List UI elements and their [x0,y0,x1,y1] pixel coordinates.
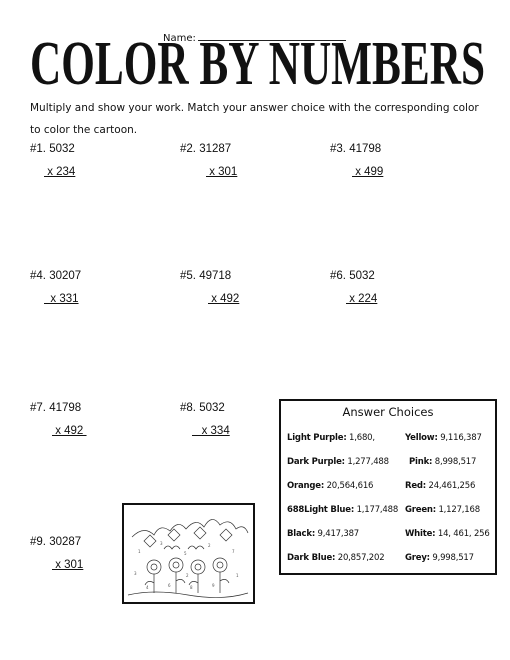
answer-value: 9,998,517 [432,553,474,563]
name-label: Name: [163,33,196,44]
instructions: Multiply and show your work. Match your answer choice with the corresponding color to color the cartoon. [30,102,479,136]
svg-text:2: 2 [186,573,189,578]
answer-choice [405,481,475,491]
svg-text:7: 7 [232,549,235,554]
svg-text:4: 4 [146,585,149,590]
answer-value: 20,857,202 [337,553,385,563]
problem-label: #6. [330,270,346,282]
cartoon-drawing [124,505,253,602]
answer-color: White: [405,529,436,539]
problem-multiplier: x 301 [52,559,84,571]
answer-value: 1,127,168 [438,505,480,515]
svg-text:5: 5 [184,551,187,556]
answer-value: 1,177,488 [356,505,399,515]
answer-choice [405,505,480,515]
problem-multiplier: x 492 [208,293,240,305]
answer-choices-title: Answer Choices [342,405,434,419]
answer-value: 24,461,256 [428,481,476,491]
problem-number: 41798 [49,402,82,414]
svg-text:9: 9 [212,583,215,588]
answer-color: Green: [405,505,436,515]
answer-choice [287,433,375,443]
answer-choice [287,505,398,515]
answer-value: 1,277,488 [347,457,389,467]
problem-label: #5. [180,270,196,282]
svg-text:3: 3 [134,571,137,576]
problem-label: #2. [180,143,196,155]
problem-label: #7. [30,402,46,414]
problem-multiplier: x 224 [346,293,378,305]
answer-color: Dark Purple: [287,457,345,467]
answer-value: 1,680, [349,433,375,443]
problem-multiplier: x 334 [192,425,230,437]
svg-text:8: 8 [190,585,193,590]
problem-multiplier: x 234 [44,166,76,178]
problem-label: #1. [30,143,46,155]
problem-number: 41798 [349,143,382,155]
answer-color: Light Purple: [287,433,347,443]
problem-label: #3. [330,143,346,155]
answer-color: Black: [287,529,316,539]
problem-number: 30287 [49,536,82,548]
problem-number: 5032 [199,402,225,414]
problem-number: 5032 [349,270,375,282]
answer-choice [409,457,476,467]
answer-value: 9,417,387 [317,529,360,539]
answer-choice [287,529,359,539]
answer-choices-box [279,399,497,575]
problem-label: #8. [180,402,196,414]
answer-color: Red: [405,481,426,491]
svg-text:6: 6 [168,583,171,588]
svg-text:1: 1 [236,573,239,578]
problem-multiplier: x 492 [52,425,87,437]
answer-color: Grey: [405,553,430,563]
answer-color: Dark Blue: [287,553,336,563]
answer-value: 9,116,387 [440,433,482,443]
svg-text:2: 2 [208,543,211,548]
answer-choice [287,481,373,491]
answer-choice [287,553,384,563]
answer-choice [405,529,490,539]
answer-color: Yellow: [405,433,438,443]
answer-color: Pink: [409,457,433,467]
page-title-text: COLOR BY NUMBERS [30,30,485,96]
svg-text:3: 3 [160,541,163,546]
problem-multiplier: x 331 [44,293,79,305]
problem-number: 5032 [49,143,75,155]
problem-label: #4. [30,270,46,282]
problem-multiplier: x 499 [352,166,384,178]
answer-choice [405,553,474,563]
answer-value: 14, 461, 256 [437,529,490,539]
answer-value: 20,564,616 [326,481,374,491]
cartoon-image [122,503,255,604]
problem-multiplier: x 301 [206,166,238,178]
problem-number: 49718 [199,270,232,282]
page-title [30,26,490,96]
answer-choice [405,433,482,443]
problem-number: 30207 [49,270,82,282]
answer-color: Orange: [287,481,325,491]
answer-value: 8,998,517 [434,457,477,467]
problem-number: 31287 [199,143,232,155]
answer-choice [287,457,389,467]
answer-color: 688Light Blue: [287,505,355,515]
problem-label: #9. [30,536,46,548]
svg-text:1: 1 [138,549,141,554]
